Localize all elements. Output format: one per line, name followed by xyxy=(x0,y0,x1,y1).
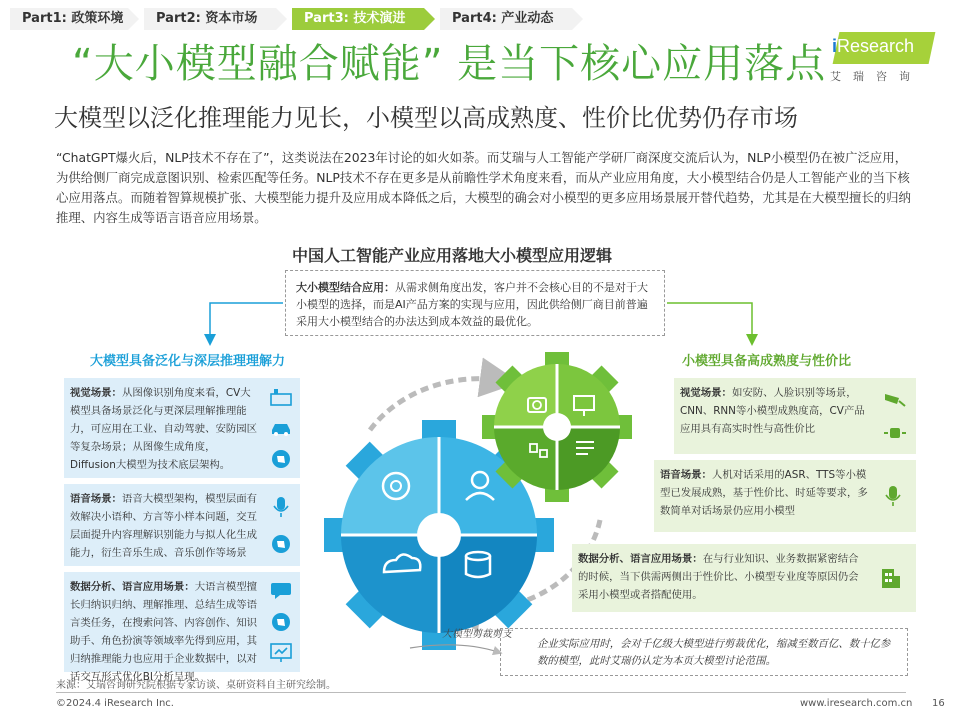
page-subtitle: 大模型以泛化推理能力见长，小模型以高成熟度、性价比优势仍存市场 xyxy=(54,104,798,132)
page-title: “大小模型融合赋能” 是当下核心应用落点 xyxy=(72,41,827,87)
large-vision-box: 视觉场景：从图像识别角度来看，CV大模型具备场景泛化与更深层理解推理能力，可应用在工业、自动驾驶、安防园区等复杂场景；从图像生成角度，Diffusion大模型为技术底层架构。 xyxy=(64,378,300,478)
small-vision-icons xyxy=(882,382,908,450)
small-voice-icons xyxy=(880,464,906,528)
small-voice-box: 语音场景：人机对话采用的ASR、TTS等小模型已发展成熟，基于性价比、时延等要求，多数简单对话场景仍应用小模型 xyxy=(654,460,916,532)
factory-icon xyxy=(268,384,294,410)
tag-icon xyxy=(268,446,294,472)
diagram-title: 中国人工智能产业应用落地大小模型应用逻辑 xyxy=(292,246,613,265)
large-vision-icons xyxy=(268,382,294,474)
large-model-heading: 大模型具备泛化与深层推理理解力 xyxy=(90,354,286,369)
tag-icon xyxy=(268,609,294,635)
center-combination-box: 大小模型结合应用：从需求侧角度出发，客户并不会核心目的不是对于大小模型的选择，而是AI产品方案的实现与应用，因此供给侧厂商目前普遍采用大小模型结合的办法达到成本效益的最优化。 xyxy=(285,270,665,336)
microphone-icon xyxy=(880,483,906,509)
large-data-language-box: 数据分析、语言应用场景：大语言模型擅长归纳识归纳、理解推理、总结生成等语言类任务，在搜索问答、内容创作、知识助手、角色扮演等领域率先得到应用，其归纳推理能力也应用于企业数据中，以对话交互形式优化BI分析呈现。 xyxy=(64,572,300,672)
small-gear xyxy=(482,352,632,502)
nav-tab-part2[interactable]: Part2: 资本市场 xyxy=(144,8,276,30)
small-data-icons xyxy=(878,548,904,608)
copyright: ©2024.4 iResearch Inc. xyxy=(56,698,174,709)
building-icon xyxy=(878,565,904,591)
tag-icon xyxy=(268,531,294,557)
logo-word: iResearch xyxy=(832,36,915,56)
camera-icon xyxy=(882,386,908,412)
footer-url[interactable]: www.iresearch.com.cn xyxy=(800,698,913,709)
microphone-icon xyxy=(268,494,294,520)
car-icon xyxy=(268,415,294,441)
small-model-heading: 小模型具备高成熟度与性价比 xyxy=(682,354,852,369)
right-connector xyxy=(667,303,752,340)
logo-subtitle: 艾瑞咨询 xyxy=(830,70,922,83)
source-note: 来源：艾瑞咨询研究院根据专家访谈、桌研资料自主研究绘制。 xyxy=(56,680,336,691)
nav-tab-part4[interactable]: Part4: 产业动态 xyxy=(440,8,572,30)
trim-label: 大模型剪裁剪支 xyxy=(442,629,512,640)
nav-tab-part1[interactable]: Part1: 政策环境 xyxy=(10,8,128,30)
left-connector xyxy=(210,303,283,340)
page-number: 16 xyxy=(932,698,945,709)
trim-note-box: 企业实际应用时，会对千亿级大模型进行剪裁优化，缩减至数百亿、数十亿参数的模型，此时艾瑞仍认定为本页大模型讨论范围。 xyxy=(500,628,908,676)
scanner-icon xyxy=(882,420,908,446)
intro-paragraph: “ChatGPT爆火后，NLP技术不存在了”，这类说法在2023年讨论的如火如荼。而艾瑞与人工智能产学研厂商深度交流后认为，NLP小模型仍在被广泛应用，为供给侧厂商完成意图识别、检索匹配等任务。NLP技术不存在更多是从前瞻性学术角度来看，而从产业应用角度，大小模型结合仍是人工智能产业的当下核心应用落点。而随着智算规模扩张、大模型能力提升及应用成本降低之后，大模型的确会对小模型的更多应用场景展开替代趋势，尤其是在大模型擅长的归纳推理、内容生成等语言语音应用场景。 xyxy=(56,150,911,225)
large-voice-box: 语音场景：语音大模型架构，模型层面有效解决小语种、方言等小样本问题，交互层面提升内容理解识别能力与拟人化生成能力，衍生音乐生成、音乐创作等场景 xyxy=(64,484,300,566)
footer-divider xyxy=(56,692,906,693)
small-data-language-box: 数据分析、语言应用场景：在与行业知识、业务数据紧密结合的时候，当下供需两侧出于性价比、小模型专业度等原因仍会采用小模型或者搭配使用。 xyxy=(572,544,916,612)
large-data-icons xyxy=(268,576,294,668)
presentation-icon xyxy=(268,640,294,666)
large-voice-icons xyxy=(268,488,294,562)
nav-tab-part3[interactable]: Part3: 技术演进 xyxy=(292,8,424,30)
chat-icon xyxy=(268,578,294,604)
small-vision-box: 视觉场景：如安防、人脸识别等场景，CNN、RNN等小模型成熟度高，CV产品应用具有高实时性与高性价比 xyxy=(674,378,916,454)
